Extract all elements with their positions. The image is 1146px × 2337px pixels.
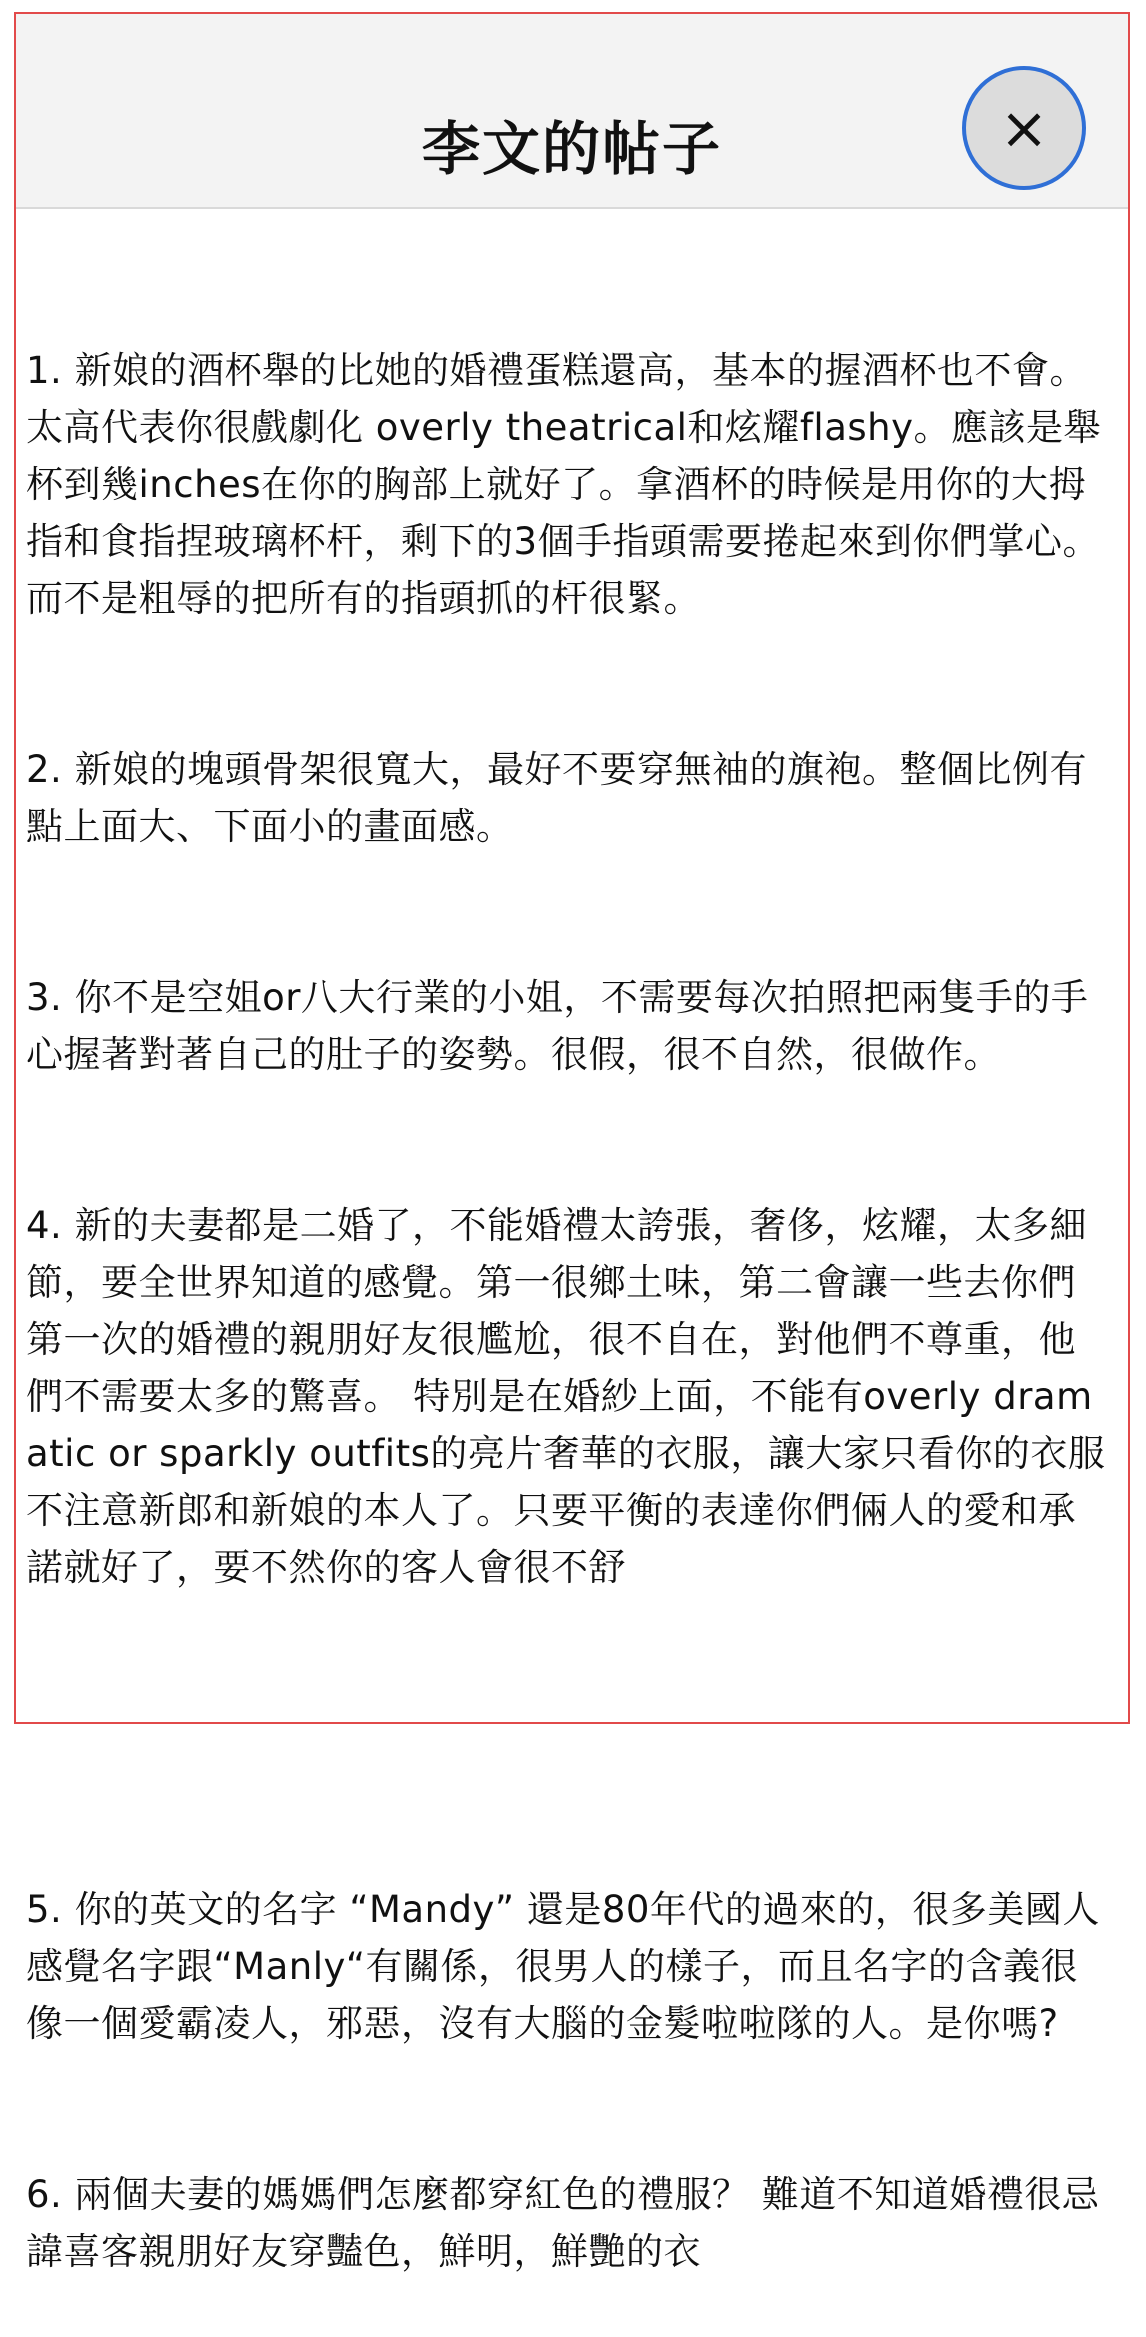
close-button[interactable] [962,66,1086,190]
post-body [26,228,1111,2273]
post-paragraph-1: 1. 新娘的酒杯舉的比她的婚禮蛋糕還高，基本的握酒杯也不會。太高代表你很戲劇化 overly theatrical和炫耀flashy。應該是舉杯到幾inches在你的胸部上就好了。拿酒杯的時候是用你的大拇指和食指捏玻璃杯杆，剩下的3個手指頭需要捲起來到你們掌心。而不是粗辱的把所有的指頭抓的杆很緊。 [26,349,1101,620]
post-paragraph-5: 5. 你的英文的名字 “Mandy” 還是80年代的過來的，很多美國人感覺名字跟“Manly“有關係，很男人的樣子，而且名字的含義很像一個愛霸凌人，邪惡，沒有大腦的金髮啦啦隊的人。是你嗎? [26,1888,1100,2045]
paragraph-gap [26,1710,1111,1767]
close-icon: × [999,94,1049,162]
post-paragraph-6: 6. 兩個夫妻的媽媽們怎麼都穿紅色的禮服？ 難道不知道婚禮很忌諱喜客親朋好友穿豔色，鮮明，鮮艷的衣 [26,2173,1100,2273]
post-paragraph-3: 3. 你不是空姐or八大行業的小姐，不需要每次拍照把兩隻手的手心握著對著自己的肚子的姿勢。很假，很不自然，很做作。 [26,976,1089,1076]
page-title: 李文的帖子 [421,115,722,183]
post-dialog-header [16,14,1128,209]
post-paragraph-2: 2. 新娘的塊頭骨架很寬大，最好不要穿無袖的旗袍。整個比例有點上面大、下面小的畫面感。 [26,748,1088,848]
post-paragraph-4: 4. 新的夫妻都是二婚了，不能婚禮太誇張，奢侈，炫耀，太多細節，要全世界知道的感覺。第一很鄉土味，第二會讓一些去你們第一次的婚禮的親朋好友很尷尬，很不自在，對他們不尊重，他們不需要太多的驚喜。 特別是在婚紗上面，不能有overly dramatic or sparkly outfits的亮片奢華的衣服，讓大家只看你的衣服不注意新郎和新娘的本人了。只要平衡的表達你們倆人的愛和承諾就好了，要不然你的客人會很不舒 [26,1204,1106,1589]
